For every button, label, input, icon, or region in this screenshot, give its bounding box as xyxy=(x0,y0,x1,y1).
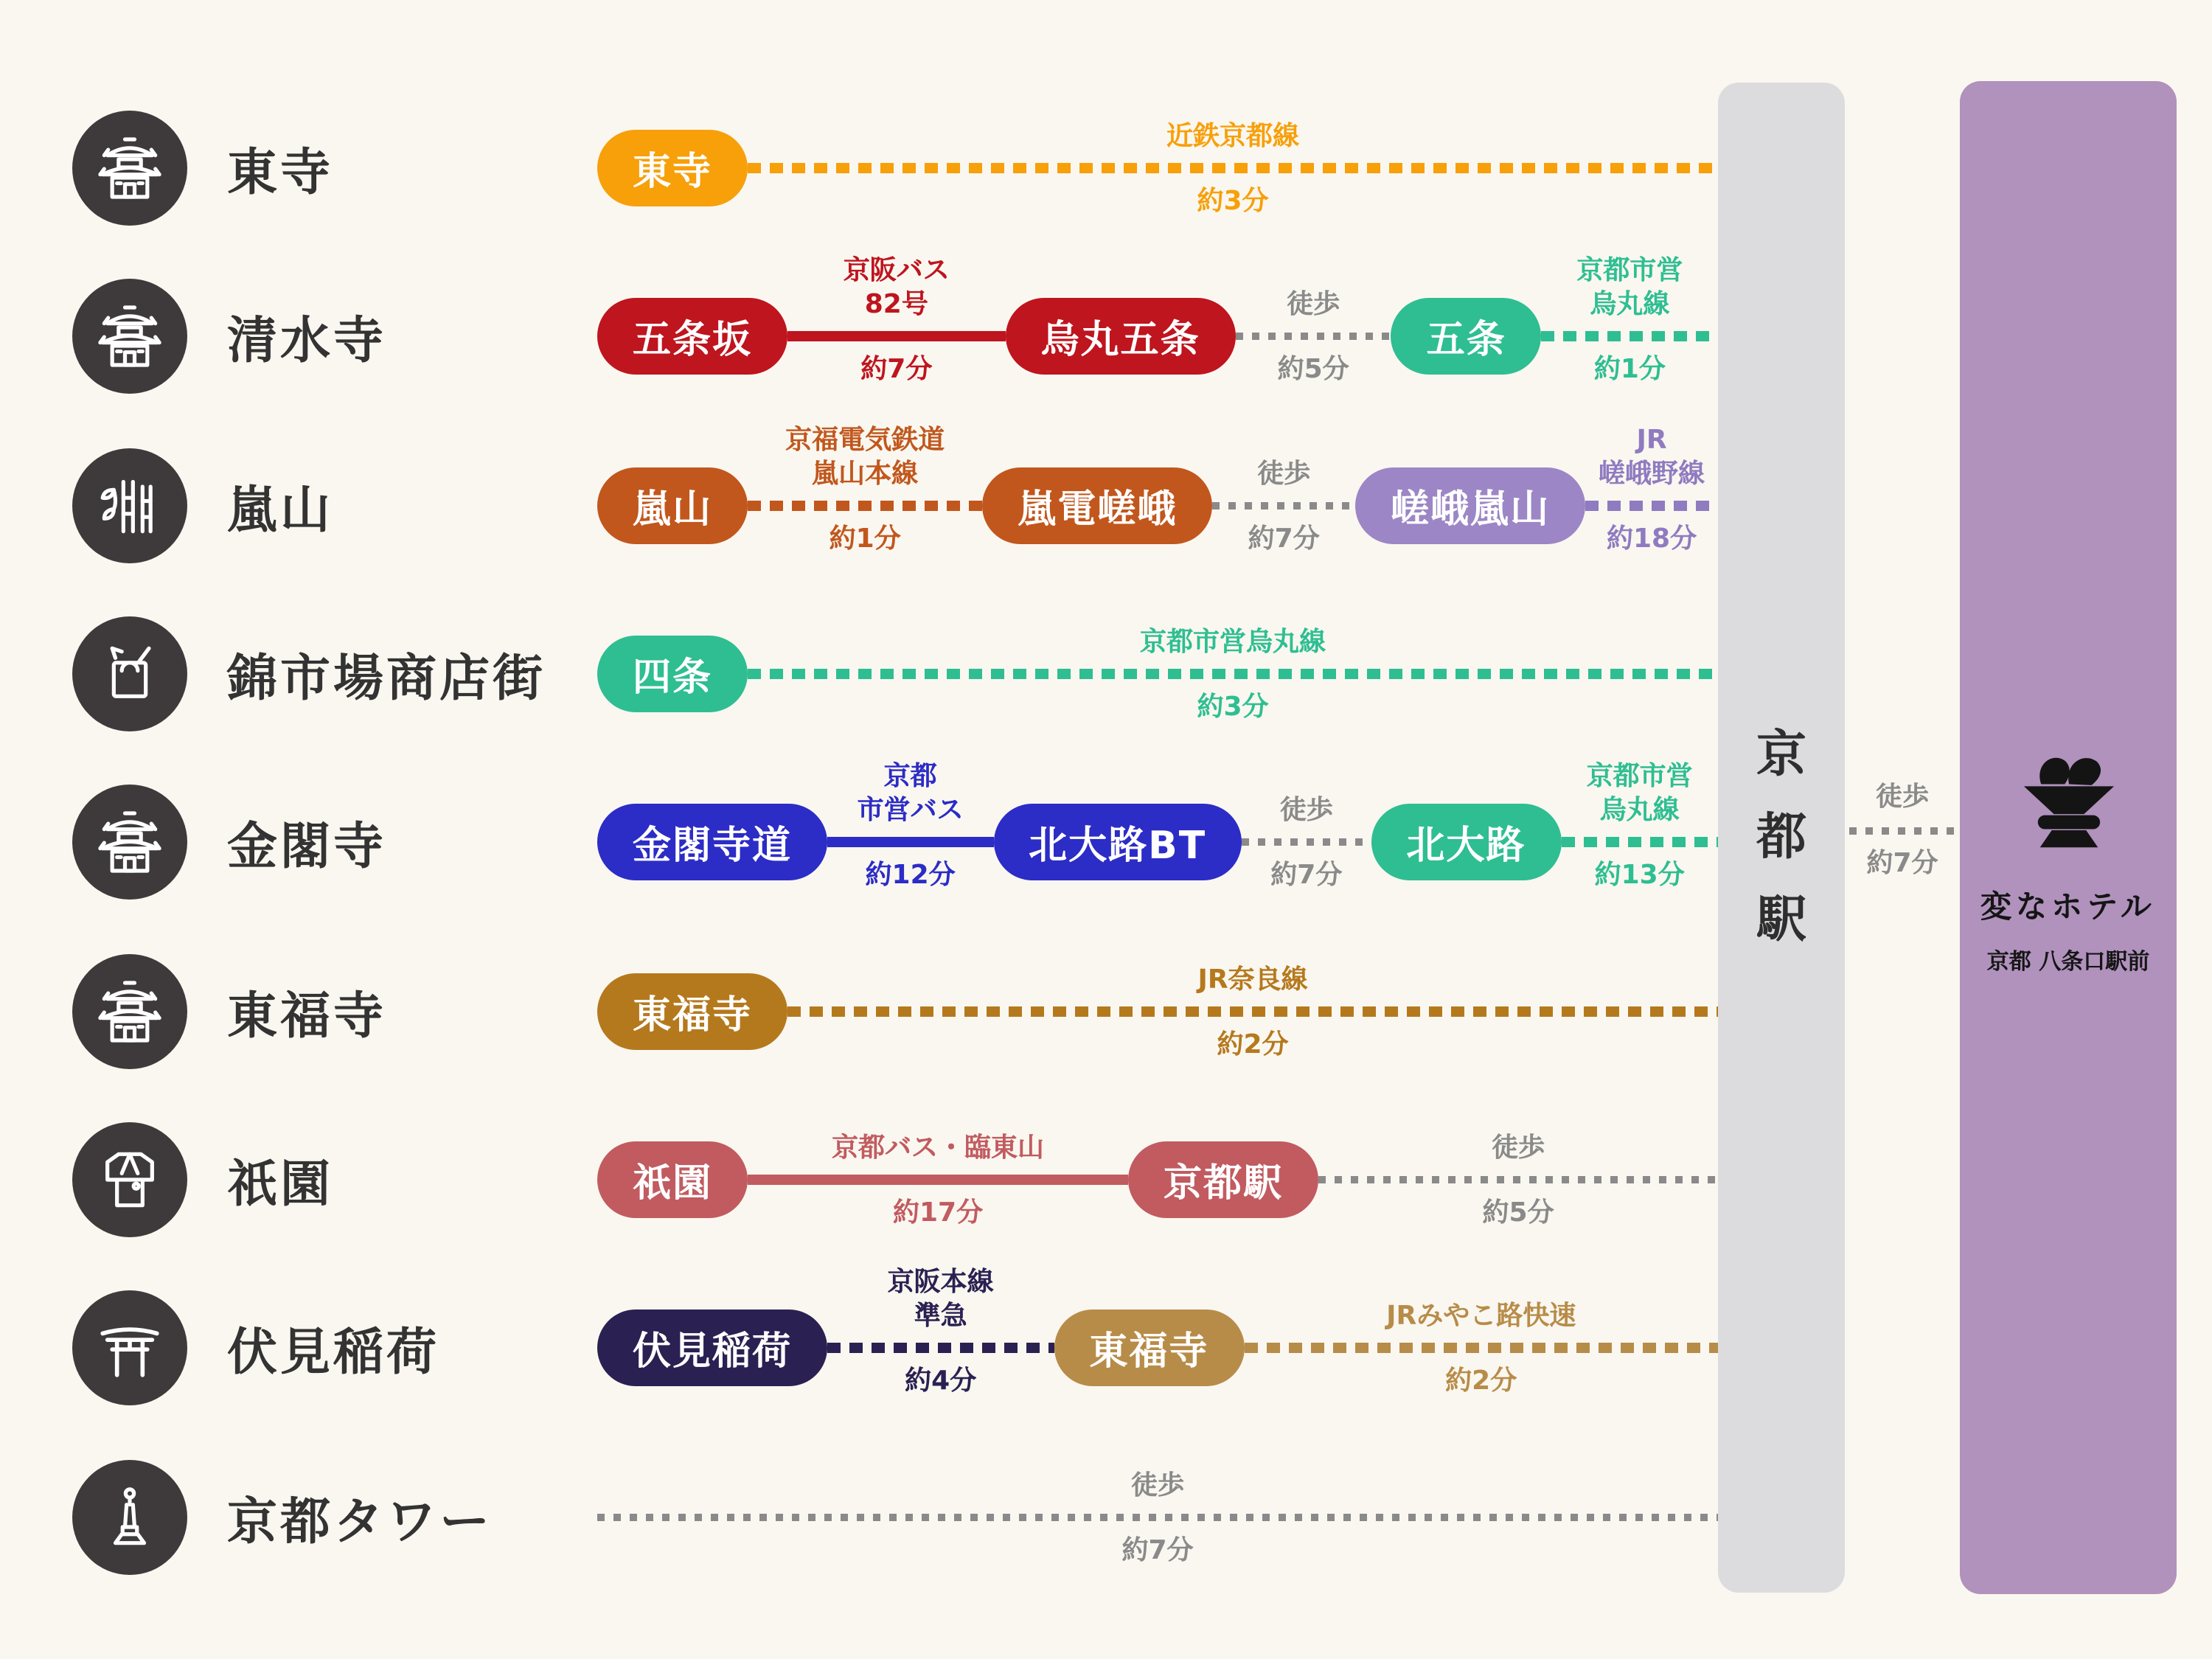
label-line: 烏丸線 xyxy=(1590,288,1670,319)
rail-dashed-line xyxy=(748,163,1718,173)
walk-dotted-line xyxy=(597,1514,1718,1521)
line-name-label xyxy=(1197,964,1307,997)
label-line: JR奈良線 xyxy=(1197,964,1308,995)
label-line: 約1分 xyxy=(1593,354,1666,385)
label-line: 約7分 xyxy=(1121,1535,1194,1566)
station-pill: 北大路BT xyxy=(993,804,1242,880)
label-line: 徒歩 xyxy=(1492,1132,1545,1163)
rail-dashed-line xyxy=(1561,837,1718,847)
walk-time-label: 約7分 xyxy=(1866,847,1938,879)
attraction-label: 東寺 xyxy=(227,144,333,203)
label-line: 京都市営 xyxy=(1576,255,1683,286)
rail-segment xyxy=(1244,1264,1718,1432)
label-line: 京都市営 xyxy=(1586,761,1693,792)
route-track xyxy=(597,590,1718,758)
label-line: 嵯峨野線 xyxy=(1599,458,1705,489)
attraction-label: 京都タワー xyxy=(227,1493,493,1552)
walk-segment xyxy=(1242,758,1371,926)
label-line: 徒歩 xyxy=(1287,288,1340,319)
line-name-label xyxy=(832,1132,1044,1165)
label-line: 約7分 xyxy=(860,354,933,385)
rail-solid-line xyxy=(748,1175,1128,1185)
line-name-label xyxy=(844,255,950,321)
station-pill: 嵐山 xyxy=(597,467,748,544)
line-name-label xyxy=(785,425,945,491)
walk-dotted-line xyxy=(1212,502,1355,509)
rail-dashed-line xyxy=(787,1006,1718,1017)
rail-segment xyxy=(748,422,982,590)
label-line: 約3分 xyxy=(1197,186,1269,217)
duration-label xyxy=(1197,186,1268,219)
label-line: JRみやこ路快速 xyxy=(1386,1300,1576,1331)
walk-segment xyxy=(1212,422,1355,590)
hotel-content xyxy=(1960,748,2177,976)
label-line: 約5分 xyxy=(1277,354,1349,385)
station-pill: 伏見稲荷 xyxy=(597,1310,827,1386)
label-line: 徒歩 xyxy=(1279,794,1333,825)
duration-label xyxy=(830,524,901,557)
label-line: 京都 xyxy=(883,761,937,792)
label-line: 約3分 xyxy=(1197,692,1269,723)
route-track xyxy=(597,252,1718,420)
duration-label xyxy=(1607,524,1697,557)
duration-label xyxy=(860,354,932,387)
rail-dashed-line xyxy=(748,669,1718,679)
station-pill: 北大路 xyxy=(1371,804,1561,880)
line-name-label xyxy=(1280,794,1333,827)
station-pill: 五条坂 xyxy=(597,298,787,375)
label-line: 約5分 xyxy=(1482,1197,1554,1228)
rail-dashed-line xyxy=(1542,331,1718,341)
label-line: 京都バス・臨東山 xyxy=(832,1132,1045,1163)
route-row xyxy=(0,928,2212,1096)
label-line: 約2分 xyxy=(1445,1366,1517,1397)
rail-dashed-line xyxy=(1244,1343,1718,1353)
label-line: 準急 xyxy=(914,1300,967,1331)
temple-icon xyxy=(72,111,187,226)
temple-icon xyxy=(72,785,187,900)
label-line: 京阪バス xyxy=(843,255,950,286)
duration-label xyxy=(1483,1197,1554,1231)
tower-icon xyxy=(72,1460,187,1575)
label-line: 京阪本線 xyxy=(887,1267,994,1298)
duration-label xyxy=(1278,354,1349,387)
rail-dashed-line xyxy=(748,501,982,511)
walk-segment xyxy=(1318,1096,1718,1264)
shopping-bag-icon xyxy=(72,616,187,731)
line-name-label xyxy=(1576,255,1683,321)
attraction-label: 錦市場商店街 xyxy=(227,650,546,709)
route-track xyxy=(597,928,1718,1096)
station-pill: 嵐電嵯峨 xyxy=(982,467,1212,544)
station-bar-char: 駅 xyxy=(1756,891,1806,950)
duration-label xyxy=(1445,1366,1517,1399)
henn-na-hotel-logo-icon xyxy=(2000,748,2136,866)
walk-mode-label: 徒歩 xyxy=(1876,782,1929,813)
label-line: 徒歩 xyxy=(1131,1470,1184,1500)
route-row xyxy=(0,1264,2212,1432)
route-track xyxy=(597,422,1718,590)
hotel-subtitle: 京都 八条口駅前 xyxy=(1986,948,2150,975)
line-name-label xyxy=(1166,120,1299,153)
rail-segment xyxy=(1561,758,1718,926)
rail-segment xyxy=(748,1096,1128,1264)
duration-label xyxy=(893,1197,983,1231)
route-track xyxy=(597,1264,1718,1432)
route-row xyxy=(0,422,2212,590)
line-name-label xyxy=(1599,425,1705,491)
station-pill: 四条 xyxy=(597,636,748,712)
walk-dotted-line xyxy=(1318,1176,1718,1183)
label-line: 約17分 xyxy=(893,1197,984,1228)
hotel-name: 変なホテル xyxy=(1980,889,2156,925)
line-name-label xyxy=(1257,458,1310,491)
route-track xyxy=(597,84,1718,252)
station-bar-char: 都 xyxy=(1756,808,1806,867)
walk-dotted-line xyxy=(1849,827,1955,834)
route-row xyxy=(0,590,2212,758)
route-row xyxy=(0,84,2212,252)
line-name-label xyxy=(1131,1470,1184,1503)
attraction-label: 清水寺 xyxy=(227,312,386,371)
duration-label xyxy=(1121,1535,1193,1568)
station-pill: 祇園 xyxy=(597,1141,748,1218)
label-line: 約2分 xyxy=(1217,1029,1289,1060)
line-name-label xyxy=(1492,1132,1545,1165)
station-to-hotel-walk xyxy=(1845,782,1960,879)
route-row xyxy=(0,1433,2212,1601)
line-name-label xyxy=(1386,1300,1576,1333)
label-line: 82号 xyxy=(864,288,928,319)
label-line: 近鉄京都線 xyxy=(1166,120,1299,151)
attraction-label: 嵐山 xyxy=(227,481,333,540)
kimono-icon xyxy=(72,1122,187,1237)
label-line: 約18分 xyxy=(1606,524,1697,554)
station-pill: 金閣寺道 xyxy=(597,804,827,880)
duration-label xyxy=(866,860,956,893)
rail-segment xyxy=(1542,252,1718,420)
duration-label xyxy=(1594,354,1666,387)
duration-label xyxy=(1197,692,1268,725)
station-pill: 嵯峨嵐山 xyxy=(1355,467,1585,544)
label-line: 京都市営烏丸線 xyxy=(1140,626,1326,657)
station-pill: 烏丸五条 xyxy=(1006,298,1236,375)
attraction-label: 金閣寺 xyxy=(227,818,386,877)
bamboo-icon xyxy=(72,448,187,563)
label-line: 徒歩 xyxy=(1257,458,1311,489)
torii-icon xyxy=(72,1290,187,1405)
attraction-label: 伏見稲荷 xyxy=(227,1324,439,1382)
label-line: 京福電気鉄道 xyxy=(785,425,945,456)
rail-segment xyxy=(827,758,993,926)
rail-segment xyxy=(827,1264,1054,1432)
duration-label xyxy=(1595,860,1685,893)
walk-dotted-line xyxy=(1236,333,1391,340)
rail-dashed-line xyxy=(1585,501,1718,511)
label-line: 約13分 xyxy=(1594,860,1685,891)
line-name-label xyxy=(1587,761,1693,827)
label-line: 約7分 xyxy=(1270,860,1343,891)
route-track xyxy=(597,1096,1718,1264)
attraction-label: 東福寺 xyxy=(227,987,386,1046)
temple-icon xyxy=(72,279,187,394)
label-line: 約7分 xyxy=(1248,524,1320,554)
rail-segment xyxy=(748,84,1718,252)
line-name-label xyxy=(1287,288,1340,321)
rail-solid-line xyxy=(827,837,993,847)
label-line: JR xyxy=(1636,425,1667,456)
duration-label xyxy=(905,1366,976,1399)
rail-segment xyxy=(787,252,1006,420)
rail-dashed-line xyxy=(827,1343,1054,1353)
label-line: 烏丸線 xyxy=(1599,794,1680,825)
line-name-label xyxy=(1140,626,1326,659)
rail-solid-line xyxy=(787,331,1006,341)
station-pill: 東福寺 xyxy=(1054,1310,1244,1386)
temple-icon xyxy=(72,954,187,1069)
rail-segment xyxy=(1585,422,1718,590)
label-line: 約12分 xyxy=(865,860,956,891)
walk-segment xyxy=(1236,252,1391,420)
hotel-bar xyxy=(1960,81,2177,1594)
route-track xyxy=(597,1433,1718,1601)
duration-label xyxy=(1217,1029,1288,1062)
route-row xyxy=(0,1096,2212,1264)
kyoto-station-bar xyxy=(1718,83,1845,1593)
station-pill: 東寺 xyxy=(597,130,748,206)
rail-segment xyxy=(748,590,1718,758)
duration-label xyxy=(1248,524,1320,557)
line-name-label xyxy=(888,1267,994,1333)
station-pill: 五条 xyxy=(1391,298,1542,375)
duration-label xyxy=(1270,860,1342,893)
route-row xyxy=(0,252,2212,420)
line-name-label xyxy=(858,761,964,827)
walk-dotted-line xyxy=(1242,838,1371,846)
attraction-label: 祇園 xyxy=(227,1155,333,1214)
station-pill: 東福寺 xyxy=(597,973,787,1050)
label-line: 約1分 xyxy=(829,524,901,554)
station-bar-char: 京 xyxy=(1756,726,1806,785)
label-line: 市営バス xyxy=(857,794,964,825)
walk-segment xyxy=(597,1433,1718,1601)
label-line: 嵐山本線 xyxy=(812,458,919,489)
rail-segment xyxy=(787,928,1718,1096)
route-track xyxy=(597,758,1718,926)
station-pill: 京都駅 xyxy=(1128,1141,1318,1218)
label-line: 約4分 xyxy=(905,1366,977,1397)
